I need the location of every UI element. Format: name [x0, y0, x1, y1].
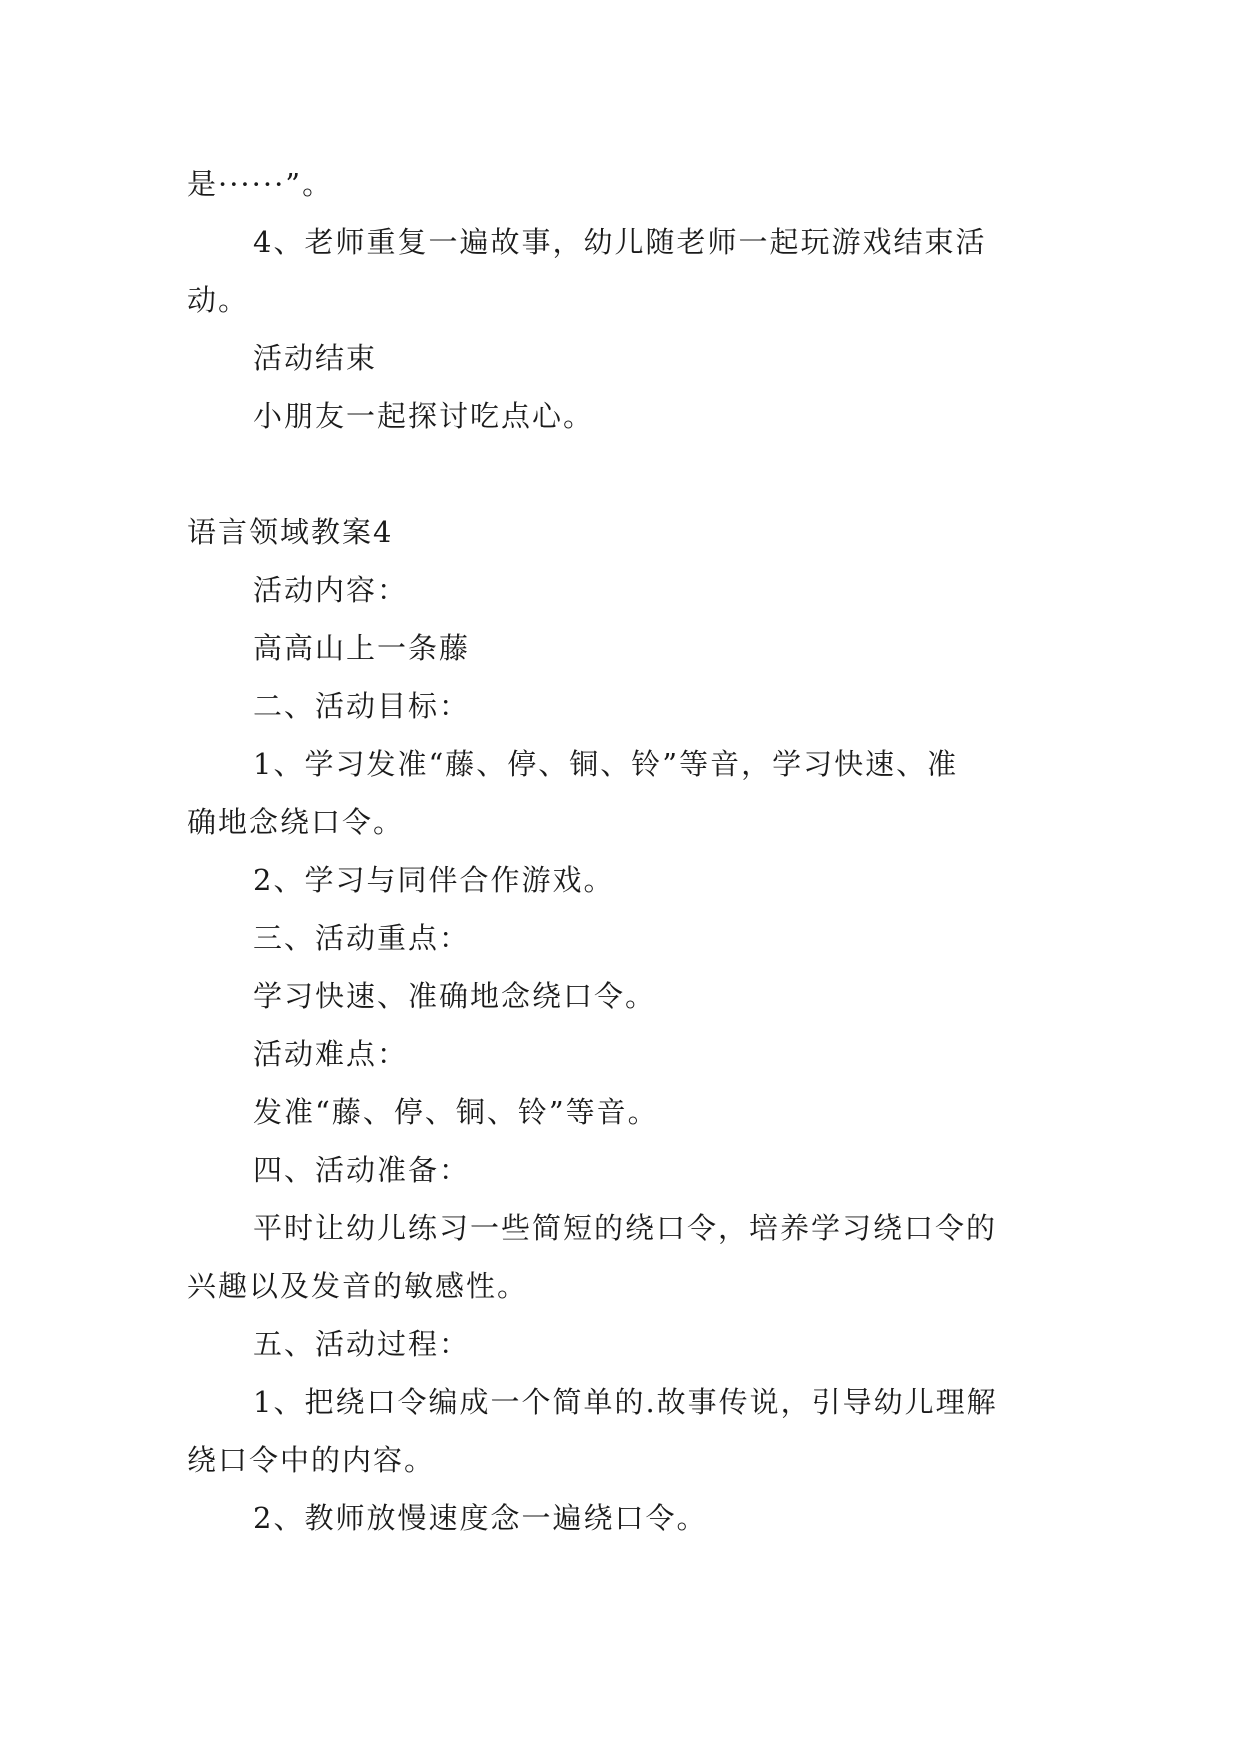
section-heading-difficulty: 活动难点：: [253, 1037, 409, 1071]
section-heading-key-points: 三、活动重点：: [253, 921, 471, 955]
paragraph-step-4: 4、老师重复一遍故事，幼儿随老师一起玩游戏结束活: [253, 225, 987, 259]
paragraph-goal-2: 2、学习与同伴合作游戏。: [253, 863, 615, 897]
paragraph-goal-1: 1、学习发准“藤、停、铜、铃”等音，学习快速、准: [253, 747, 959, 781]
paragraph-text: 发准“藤、停、铜、铃”等音。: [253, 1095, 659, 1129]
paragraph-continuation: 确地念绕口令。: [187, 805, 405, 839]
section-heading-activity-end: 活动结束: [253, 341, 378, 375]
paragraph-text: 小朋友一起探讨吃点心。: [253, 399, 595, 433]
paragraph-text: 平时让幼儿练习一些简短的绕口令，培养学习绕口令的: [253, 1211, 998, 1245]
paragraph-step-2: 2、教师放慢速度念一遍绕口令。: [253, 1501, 708, 1535]
paragraph-step-1: 1、把绕口令编成一个简单的.故事传说，引导幼儿理解: [253, 1385, 998, 1419]
paragraph-continuation: 绕口令中的内容。: [187, 1443, 436, 1477]
paragraph-text: 学习快速、准确地念绕口令。: [253, 979, 657, 1013]
paragraph-continuation: 动。: [187, 283, 250, 317]
section-heading-preparation: 四、活动准备：: [253, 1153, 471, 1187]
paragraph-continuation: 兴趣以及发音的敏感性。: [187, 1269, 529, 1303]
section-heading-content: 活动内容：: [253, 573, 409, 607]
section-heading-process: 五、活动过程：: [253, 1327, 471, 1361]
document-body: [187, 155, 1047, 1547]
spacer: [187, 445, 1047, 503]
section-heading-goals: 二、活动目标：: [253, 689, 471, 723]
paragraph-continuation: 是······”。: [187, 167, 334, 201]
paragraph-text: 高高山上一条藤: [253, 631, 471, 665]
document-title: 语言领域教案4: [187, 515, 394, 549]
